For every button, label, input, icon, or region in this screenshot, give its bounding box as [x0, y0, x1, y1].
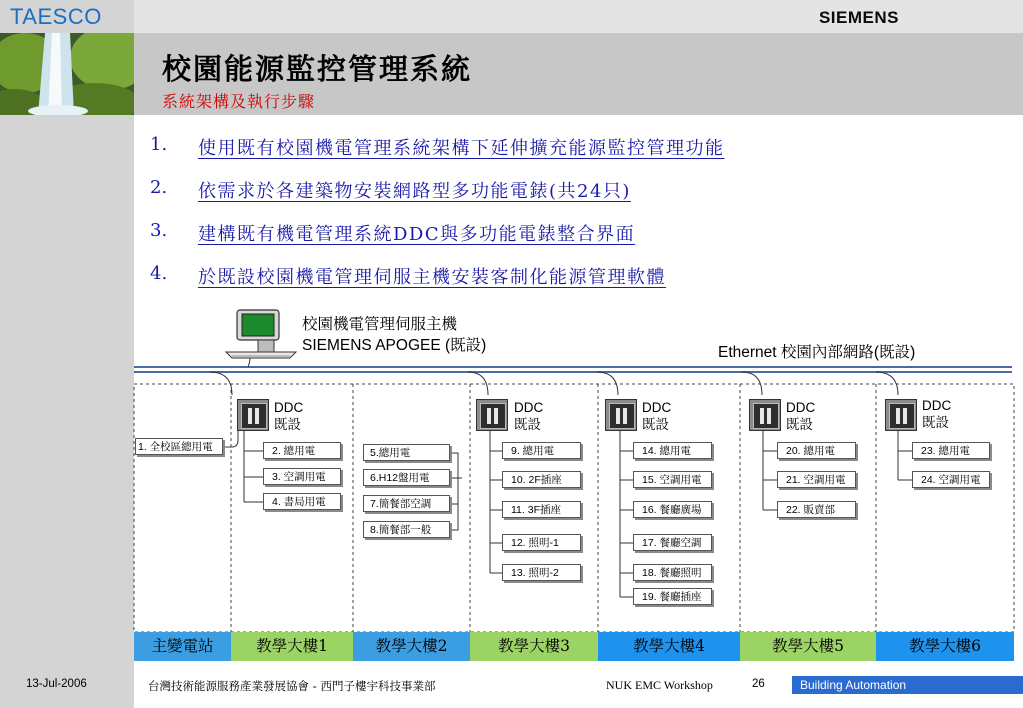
ddc-label [786, 399, 815, 433]
tree-bldg6 [898, 430, 912, 480]
page-number: 26 [752, 678, 765, 690]
meter-box: 17. 餐廳空調 [633, 534, 712, 551]
building-label: 教學大樓3 [470, 632, 598, 661]
tree-bldg4 [620, 430, 633, 597]
meter-box: 2. 總用電 [263, 442, 341, 459]
step-text[interactable]: 依需求於各建築物安裝網路型多功能電錶(共24只) [198, 181, 631, 202]
meter-box: 24. 空調用電 [912, 471, 990, 488]
ddc-text: DDC [274, 400, 304, 415]
meter-box: 6.H12盤用電 [363, 469, 450, 486]
ddc-text: DDC [922, 398, 952, 413]
meter-box: 16. 餐廳廣場 [633, 501, 712, 518]
ddc-label [922, 397, 951, 431]
meter-box: 14. 總用電 [633, 442, 712, 459]
meter-box: 12. 照明-1 [502, 534, 581, 551]
ddc-controller-icon [605, 399, 637, 431]
meter-box: 21. 空調用電 [777, 471, 856, 488]
meter-box: 8.簡餐部一般 [363, 521, 450, 538]
step-number: 1. [150, 134, 168, 155]
footer-date: 13-Jul-2006 [26, 678, 87, 690]
meter-box: 1. 全校區總用電 [135, 438, 223, 455]
ddc-label [642, 399, 671, 433]
step-number: 2. [150, 177, 168, 198]
ddc-controller-icon [749, 399, 781, 431]
building-label: 教學大樓5 [740, 632, 876, 661]
ddc-status: 既設 [642, 417, 669, 432]
tree-bldg1 [223, 428, 263, 502]
meter-box: 23. 總用電 [912, 442, 990, 459]
server-label: 校園機電管理伺服主機 [302, 316, 458, 333]
server-model-label: SIEMENS APOGEE (既設) [302, 337, 487, 354]
building-label: 主變電站 [134, 632, 231, 661]
building-label: 教學大樓2 [353, 632, 470, 661]
meter-box: 11. 3F插座 [502, 501, 581, 518]
meter-box: 7.簡餐部空調 [363, 495, 450, 512]
meter-box: 10. 2F插座 [502, 471, 581, 488]
computer-icon [226, 310, 296, 358]
siemens-logo: SIEMENS [818, 8, 899, 27]
ddc-text: DDC [786, 400, 816, 415]
section-banner: Building Automation [792, 676, 1023, 694]
meter-box: 13. 照明-2 [502, 564, 581, 581]
meter-box: 22. 販賣部 [777, 501, 856, 518]
step-number: 4. [150, 263, 168, 284]
ddc-controller-icon [237, 399, 269, 431]
ddc-controller-icon [885, 399, 917, 431]
meter-box: 3. 空調用電 [263, 468, 341, 485]
ddc-text: DDC [514, 400, 544, 415]
taesco-logo: TAESCO [10, 4, 102, 29]
building-label: 教學大樓4 [598, 632, 740, 661]
ddc-status: 既設 [786, 417, 813, 432]
page-title: 校園能源監控管理系統 [162, 52, 473, 86]
meter-box: 19. 餐廳插座 [633, 588, 712, 605]
page-subtitle: 系統架構及執行步驟 [162, 92, 316, 111]
ddc-status: 既設 [274, 417, 301, 432]
ddc-label [514, 399, 543, 433]
step-text[interactable]: 建構既有機電管理系統DDC與多功能電錶整合界面 [198, 224, 636, 245]
footer-event: NUK EMC Workshop [606, 678, 713, 692]
ddc-controller-icon [476, 399, 508, 431]
footer-organization: 台灣技術能源服務產業發展協會 - 西門子樓宇科技事業部 [148, 679, 436, 693]
building-label: 教學大樓1 [231, 632, 353, 661]
meter-box: 9. 總用電 [502, 442, 581, 459]
meter-box: 18. 餐廳照明 [633, 564, 712, 581]
ddc-label [274, 399, 303, 433]
step-text[interactable]: 使用既有校園機電管理系統架構下延伸擴充能源監控管理功能 [198, 138, 725, 159]
building-label: 教學大樓6 [876, 632, 1014, 661]
step-text[interactable]: 於既設校園機電管理伺服主機安裝客制化能源管理軟體 [198, 267, 666, 288]
meter-box: 4. 書局用電 [263, 493, 341, 510]
meter-box: 15. 空調用電 [633, 471, 712, 488]
network-label: Ethernet 校園內部網路(既設) [718, 344, 916, 361]
ddc-status: 既設 [922, 415, 949, 430]
meter-box: 5.總用電 [363, 444, 450, 461]
meter-box: 20. 總用電 [777, 442, 856, 459]
tree-bldg3 [490, 430, 502, 573]
tree-bldg5 [763, 430, 777, 510]
step-number: 3. [150, 220, 168, 241]
ddc-text: DDC [642, 400, 672, 415]
ddc-status: 既設 [514, 417, 541, 432]
tree-bldg2 [450, 453, 462, 530]
